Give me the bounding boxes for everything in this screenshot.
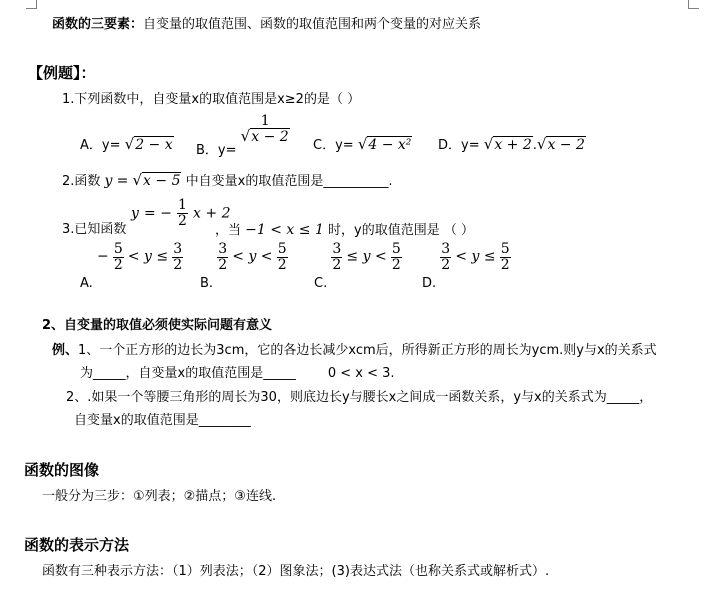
denominator: 2 [277,256,287,273]
q1-option-a-label: A．y= [80,138,121,153]
fraction [217,242,228,272]
example2-line1: 2、.如果一个等腰三角形的周长为30，则底边长y与腰长x之间成一函数关系，y与x的关系式为_____， [66,390,653,405]
numerator: 3 [218,241,228,257]
q1-option-d [438,137,586,152]
q1-option-c-label: C．y= [313,138,354,153]
q3-prefix: 3.已知函数 [62,222,127,237]
section2-title: 2、自变量的取值必须使实际问题有意义 [42,318,273,333]
q3-option-b [200,241,288,291]
denominator: 2 [113,256,123,273]
option-label: C. [314,275,328,291]
q2-lhs: y [104,173,113,189]
example-title: 【例题】： [28,64,96,82]
numerator: 3 [332,241,342,257]
radicand: x + 2 [494,137,532,153]
q1-option-b [196,113,290,158]
example1-answer: 0 < x < 3. [327,366,395,381]
graph-title: 函数的图像 [24,461,100,479]
radicand: 4 − x² [368,137,412,153]
representation-title: 函数的表示方法 [24,536,130,554]
left-sign: − [96,248,109,265]
numerator: 5 [277,241,287,257]
page-corner-top-right [688,0,699,9]
three-elements-text: 自变量的取值范围、函数的取值范围和两个变量的对应关系 [143,17,482,32]
denominator: 2 [500,256,510,273]
q3-condition: −1 < x ≤ 1 [245,222,324,238]
numerator: 1 [178,197,187,213]
fraction [391,242,402,272]
sqrt-expression: √x − 5 [132,171,181,189]
inequality: < y < [232,248,273,265]
representation-body: 函数有三种表示方法：（1）列表法；（2）图象法；(3)表达式法（也称关系式或解析式）. [42,564,550,579]
formula-eq: = − [144,205,172,222]
numerator: 5 [391,241,401,257]
radicand: 2 − x [135,137,173,153]
sqrt-expression: √4 − x² [357,135,412,153]
inequality: < y ≤ [127,248,169,265]
denominator: 2 [332,256,342,273]
inequality: < y ≤ [455,248,496,265]
numerator: 1 [260,113,270,129]
three-elements-label: 函数的三要素： [52,17,144,32]
numerator: 5 [500,241,510,257]
q3-mid2: 时，y的取值范围是 （ ） [328,223,474,238]
q2-eq: = [116,173,129,189]
numerator: 5 [113,241,123,257]
fraction [241,114,290,144]
numerator: 3 [173,241,183,257]
three-elements-line [52,18,481,31]
q3-option-d [422,241,511,291]
q2-prefix: 2.函数 [62,174,101,189]
fraction [177,198,188,228]
denominator: 2 [173,256,183,273]
graph-body: 一般分为三步：①列表；②描点；③连线. [42,489,277,504]
example1-line2 [80,367,395,380]
inequality: ≤ y < [346,248,387,265]
formula-tail: x + 2 [193,205,231,222]
denominator: 2 [391,256,401,273]
radicand: x − 2 [251,128,289,145]
fraction [277,242,288,272]
fraction [113,242,124,272]
example2-line2: 自变量x的取值范围是________ [74,413,251,428]
fraction [440,242,451,272]
fraction [500,242,511,272]
q1-stem: 1.下列函数中，自变量x的取值范围是x≥2的是（ ） [62,92,361,107]
radicand: x − 2 [547,137,585,153]
q3-mid: ，当 [215,223,242,238]
sqrt-expression: √x − 2 [240,126,289,145]
q1-option-a [80,137,174,152]
denominator: 2 [218,256,228,273]
radicand: x − 5 [143,173,181,189]
option-label: D. [422,275,437,291]
q1-option-b-label: B．y= [196,143,237,158]
q2-suffix: 中自变量x的取值范围是__________. [185,174,393,189]
sqrt-expression: √2 − x [124,135,173,153]
sqrt-expression: √x − 2 [536,135,585,153]
option-label: B. [200,275,214,291]
q3-option-a [80,241,183,291]
q1-option-d-label: D．y= [438,138,480,153]
example1-text: 1、一个正方形的边长为3cm，它的各边长减少xcm后，所得新正方形的周长为ycm.则y与x的关系式 [78,343,657,358]
denominator: 2 [178,212,187,229]
q1-option-c [313,137,412,152]
fraction [331,242,342,272]
separator: . [532,138,537,153]
q3-option-c [314,241,402,291]
fraction [172,242,183,272]
page-corner-top-left [26,0,37,9]
option-label: A. [80,275,93,291]
example1-line1 [52,344,657,357]
example1-text2: 为_____，自变量x的取值范围是_____ [80,366,296,381]
example-label: 例、 [52,343,79,358]
numerator: 3 [441,241,451,257]
denominator: 2 [441,256,451,273]
q3-condition-line [215,223,474,237]
q2-line [62,173,392,188]
formula-lhs: y [131,205,139,222]
sqrt-expression: √x + 2 [483,135,532,153]
